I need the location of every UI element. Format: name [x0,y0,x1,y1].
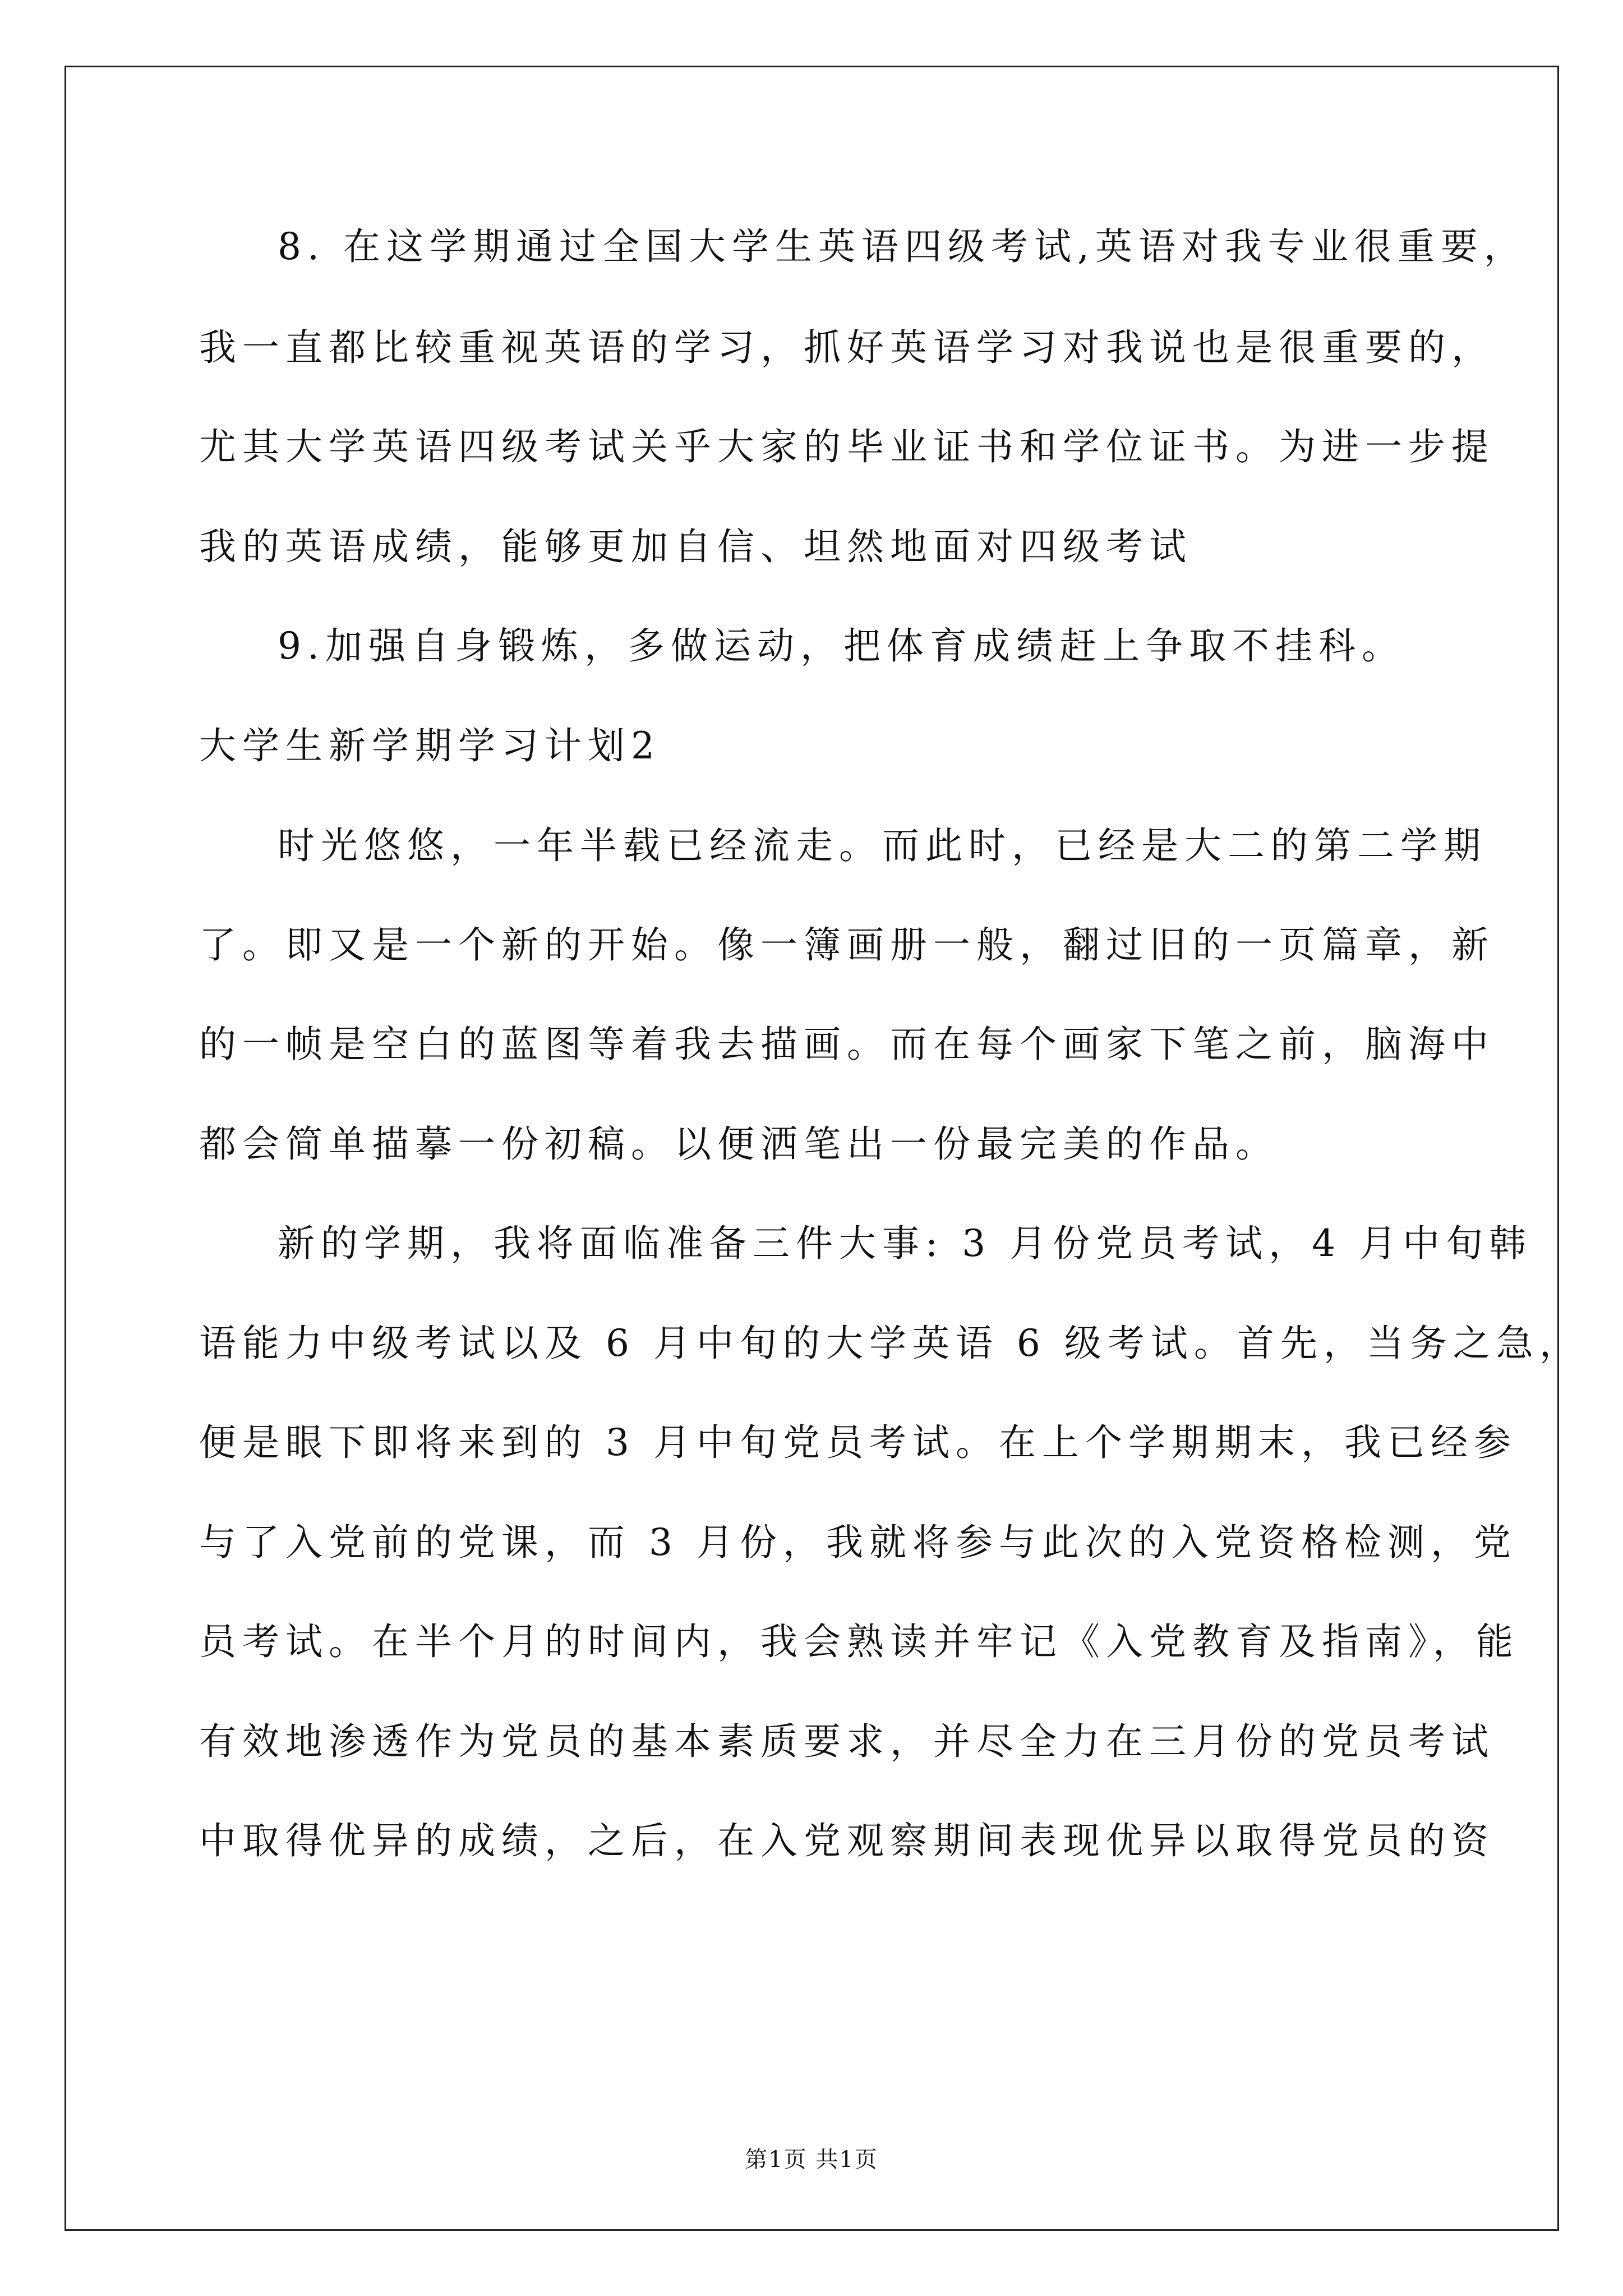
paragraph-line: 新的学期，我将面临准备三件大事: 3 月份党员考试，4 月中旬韩 [278,1222,1533,1265]
section-heading: 大学生新学期学习计划2 [199,724,661,767]
paragraph-line: 员考试。在半个月的时间内，我会熟读并牢记《入党教育及指南》，能 [199,1620,1519,1663]
paragraph-line: 的一帧是空白的蓝图等着我去描画。而在每个画家下笔之前，脑海中 [199,1023,1495,1066]
paragraph-line: 我的英语成绩，能够更加自信、坦然地面对四级考试 [199,525,1192,568]
paragraph-line: 有效地渗透作为党员的基本素质要求，并尽全力在三月份的党员考试 [199,1720,1495,1763]
paragraph-line: 9.加强自身锻炼，多做运动，把体育成绩赶上争取不挂科。 [278,624,1405,668]
paragraph-line: 便是眼下即将来到的 3 月中旬党员考试。在上个学期期末，我已经参 [199,1421,1517,1464]
paragraph-line: 与了入党前的党课，而 3 月份，我就将参与此次的入党资格检测，党 [199,1521,1517,1564]
paragraph-line: 我一直都比较重视英语的学习，抓好英语学习对我说也是很重要的， [199,326,1495,369]
paragraph-line: 8. 在这学期通过全国大学生英语四级考试,英语对我专业很重要， [278,225,1527,268]
paragraph-line: 了。即又是一个新的开始。像一簿画册一般，翻过旧的一页篇章，新 [199,923,1495,967]
paragraph-line: 尤其大学英语四级考试关乎大家的毕业证书和学位证书。为进一步提 [199,425,1495,468]
paragraph-line: 中取得优异的成绩，之后，在入党观察期间表现优异以取得党员的资 [199,1819,1495,1862]
paragraph-line: 都会简单描摹一份初稿。以便洒笔出一份最完美的作品。 [199,1122,1279,1166]
paragraph-line: 时光悠悠，一年半载已经流走。而此时，已经是大二的第二学期 [278,824,1487,867]
page-footer: 第1页 共1页 [745,2147,878,2173]
paragraph-line: 语能力中级考试以及 6 月中旬的大学英语 6 级考试。首先，当务之急， [199,1322,1583,1365]
